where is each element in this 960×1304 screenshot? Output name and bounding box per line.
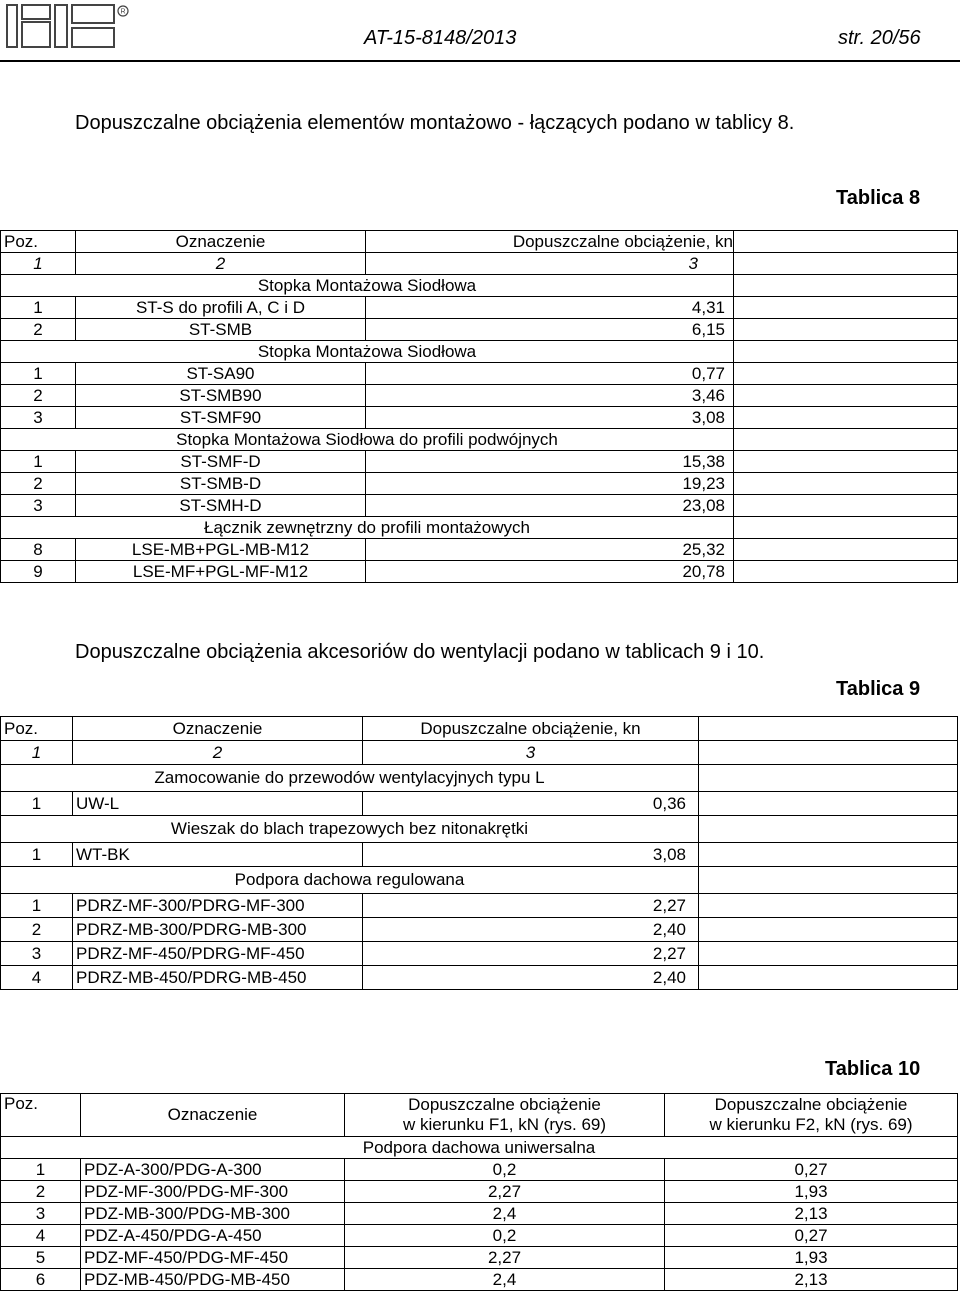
row-spacer: [734, 451, 958, 473]
table-row: [1, 539, 958, 561]
group-title: Łącznik zewnętrzny do profili montażowych: [1, 517, 734, 539]
row-name: ST-S do profili A, C i D: [76, 297, 366, 319]
header-pos: Poz.: [1, 231, 76, 253]
row-f2: 0,27: [665, 1159, 958, 1181]
row-name: PDZ-MF-300/PDG-MF-300: [81, 1181, 345, 1203]
row-f1: 2,4: [345, 1269, 665, 1291]
table-row: [1, 385, 958, 407]
row-name: UW-L: [73, 792, 363, 816]
header-f1-line1: Dopuszczalne obciążenie: [408, 1095, 601, 1114]
row-f1: 0,2: [345, 1225, 665, 1247]
row-spacer: [734, 539, 958, 561]
row-pos: 1: [1, 894, 73, 918]
colnum-1: 1: [1, 253, 76, 275]
row-f1: 2,27: [345, 1181, 665, 1203]
row-load: 15,38: [366, 451, 734, 473]
page-number: str. 20/56: [838, 27, 921, 49]
row-spacer: [699, 816, 958, 843]
row-spacer: [699, 765, 958, 792]
group-title: Wieszak do blach trapezowych bez nitonakrętki: [1, 816, 699, 843]
row-f2: 2,13: [665, 1203, 958, 1225]
row-spacer: [699, 843, 958, 867]
row-load: 2,40: [363, 918, 699, 942]
row-pos: 4: [1, 1225, 81, 1247]
table-row: [1, 451, 958, 473]
header-f2-line2: w kierunku F2, kN (rys. 69): [709, 1115, 913, 1134]
table9-body: [1, 717, 958, 990]
colnum-1: 1: [1, 741, 73, 765]
row-pos: 1: [1, 297, 76, 319]
row-load: 19,23: [366, 473, 734, 495]
table8-caption: Tablica 8: [836, 187, 921, 209]
group-title: Stopka Montażowa Siodłowa: [1, 275, 734, 297]
colnum-spacer: [699, 741, 958, 765]
table-header-row: [1, 231, 958, 253]
row-f2: 1,93: [665, 1247, 958, 1269]
table9: [0, 716, 958, 990]
header-name: Oznaczenie: [73, 717, 363, 741]
table-row: [1, 1247, 958, 1269]
table-row: [1, 407, 958, 429]
row-spacer: [699, 792, 958, 816]
colnum-2: 2: [73, 741, 363, 765]
row-name: PDZ-A-300/PDG-A-300: [81, 1159, 345, 1181]
row-spacer: [734, 385, 958, 407]
row-pos: 3: [1, 495, 76, 517]
header-load: Dopuszczalne obciążenie, kn: [366, 231, 734, 253]
header-f2: [665, 1094, 958, 1137]
table-row: [1, 918, 958, 942]
row-f1: 0,2: [345, 1159, 665, 1181]
document-number: AT-15-8148/2013: [364, 27, 517, 49]
row-pos: 1: [1, 1159, 81, 1181]
row-load: 0,77: [366, 363, 734, 385]
row-name: ST-SMF-D: [76, 451, 366, 473]
header-spacer: [699, 717, 958, 741]
row-pos: 4: [1, 966, 73, 990]
table10-caption: Tablica 10: [825, 1058, 921, 1080]
row-load: 6,15: [366, 319, 734, 341]
table-row: [1, 1181, 958, 1203]
table-row: [1, 495, 958, 517]
row-spacer: [699, 918, 958, 942]
row-spacer: [699, 942, 958, 966]
row-f2: 0,27: [665, 1225, 958, 1247]
row-name: PDRZ-MF-450/PDRG-MF-450: [73, 942, 363, 966]
row-name: ST-SMH-D: [76, 495, 366, 517]
colnum-spacer: [734, 253, 958, 275]
table10: [0, 1093, 958, 1291]
row-pos: 8: [1, 539, 76, 561]
table8: [0, 230, 958, 583]
table-row: [1, 1225, 958, 1247]
middle-paragraph: Dopuszczalne obciążenia akcesoriów do wentylacji podano w tablicach 9 i 10.: [75, 641, 765, 663]
row-spacer: [699, 966, 958, 990]
column-number-row: [1, 741, 958, 765]
header-spacer: [734, 231, 958, 253]
table-row: [1, 363, 958, 385]
row-load: 23,08: [366, 495, 734, 517]
row-name: PDRZ-MB-300/PDRG-MB-300: [73, 918, 363, 942]
row-pos: 9: [1, 561, 76, 583]
row-pos: 3: [1, 407, 76, 429]
row-pos: 2: [1, 473, 76, 495]
row-pos: 1: [1, 843, 73, 867]
row-name: WT-BK: [73, 843, 363, 867]
row-spacer: [734, 275, 958, 297]
row-load: 2,40: [363, 966, 699, 990]
row-name: PDRZ-MB-450/PDRG-MB-450: [73, 966, 363, 990]
row-name: ST-SMB: [76, 319, 366, 341]
row-f2: 1,93: [665, 1181, 958, 1203]
table-row: [1, 966, 958, 990]
group-title: Podpora dachowa uniwersalna: [1, 1137, 958, 1159]
row-spacer: [699, 894, 958, 918]
row-name: PDZ-MF-450/PDG-MF-450: [81, 1247, 345, 1269]
row-spacer: [734, 473, 958, 495]
table-row: [1, 843, 958, 867]
row-name: ST-SA90: [76, 363, 366, 385]
table8-body: [1, 231, 958, 583]
header-load: Dopuszczalne obciążenie, kn: [363, 717, 699, 741]
row-pos: 6: [1, 1269, 81, 1291]
row-load: 2,27: [363, 894, 699, 918]
row-spacer: [699, 867, 958, 894]
group-title-row: [1, 429, 958, 451]
table-row: [1, 942, 958, 966]
row-name: LSE-MF+PGL-MF-M12: [76, 561, 366, 583]
header-f1: [345, 1094, 665, 1137]
row-spacer: [734, 319, 958, 341]
row-spacer: [734, 561, 958, 583]
row-load: 3,46: [366, 385, 734, 407]
row-spacer: [734, 407, 958, 429]
row-load: 2,27: [363, 942, 699, 966]
group-title: Podpora dachowa regulowana: [1, 867, 699, 894]
row-spacer: [734, 363, 958, 385]
table9-caption: Tablica 9: [836, 678, 921, 700]
table-row: [1, 1159, 958, 1181]
row-load: 0,36: [363, 792, 699, 816]
row-name: ST-SMF90: [76, 407, 366, 429]
table-row: [1, 561, 958, 583]
row-spacer: [734, 341, 958, 363]
table10-body: [1, 1094, 958, 1291]
row-load: 3,08: [366, 407, 734, 429]
header-f1-line2: w kierunku F1, kN (rys. 69): [402, 1115, 607, 1134]
group-title: Stopka Montażowa Siodłowa: [1, 341, 734, 363]
row-load: 4,31: [366, 297, 734, 319]
row-name: PDRZ-MF-300/PDRG-MF-300: [73, 894, 363, 918]
table-row: [1, 297, 958, 319]
header-pos: Poz.: [1, 1094, 81, 1137]
group-title-row: [1, 765, 958, 792]
group-title-row: [1, 867, 958, 894]
table-row: [1, 894, 958, 918]
row-pos: 2: [1, 918, 73, 942]
header-name: Oznaczenie: [76, 231, 366, 253]
group-title: Stopka Montażowa Siodłowa do profili podwójnych: [1, 429, 734, 451]
header-pos: Poz.: [1, 717, 73, 741]
row-pos: 5: [1, 1247, 81, 1269]
row-spacer: [734, 429, 958, 451]
row-spacer: [734, 517, 958, 539]
header-f2-line1: Dopuszczalne obciążenie: [714, 1095, 908, 1114]
row-name: PDZ-A-450/PDG-A-450: [81, 1225, 345, 1247]
row-pos: 1: [1, 363, 76, 385]
table-header-row: [1, 717, 958, 741]
row-pos: 2: [1, 1181, 81, 1203]
table-row: [1, 319, 958, 341]
table-header-row: [1, 1094, 958, 1137]
row-load: 25,32: [366, 539, 734, 561]
group-title-row: [1, 816, 958, 843]
column-number-row: [1, 253, 958, 275]
svg-text:R: R: [120, 8, 126, 16]
colnum-3: 3: [366, 253, 734, 275]
group-title-row: [1, 517, 958, 539]
group-title-row: [1, 275, 958, 297]
row-name: PDZ-MB-300/PDG-MB-300: [81, 1203, 345, 1225]
row-spacer: [734, 297, 958, 319]
colnum-3: 3: [363, 741, 699, 765]
header-divider: [0, 60, 960, 62]
group-title-row: [1, 341, 958, 363]
row-f2: 2,13: [665, 1269, 958, 1291]
row-pos: 2: [1, 319, 76, 341]
row-f1: 2,4: [345, 1203, 665, 1225]
row-spacer: [734, 495, 958, 517]
table-row: [1, 1203, 958, 1225]
row-pos: 3: [1, 942, 73, 966]
header-name: Oznaczenie: [81, 1094, 345, 1137]
row-name: LSE-MB+PGL-MB-M12: [76, 539, 366, 561]
row-pos: 1: [1, 792, 73, 816]
colnum-2: 2: [76, 253, 366, 275]
itb-logo-icon: [6, 4, 130, 48]
table-row: [1, 792, 958, 816]
group-title-row: [1, 1137, 958, 1159]
row-pos: 1: [1, 451, 76, 473]
row-name: ST-SMB-D: [76, 473, 366, 495]
row-pos: 2: [1, 385, 76, 407]
row-name: PDZ-MB-450/PDG-MB-450: [81, 1269, 345, 1291]
group-title: Zamocowanie do przewodów wentylacyjnych typu L: [1, 765, 699, 792]
row-name: ST-SMB90: [76, 385, 366, 407]
row-pos: 3: [1, 1203, 81, 1225]
intro-paragraph: Dopuszczalne obciążenia elementów montażowo - łączących podano w tablicy 8.: [75, 112, 795, 134]
row-f1: 2,27: [345, 1247, 665, 1269]
row-load: 3,08: [363, 843, 699, 867]
table-row: [1, 473, 958, 495]
table-row: [1, 1269, 958, 1291]
row-load: 20,78: [366, 561, 734, 583]
